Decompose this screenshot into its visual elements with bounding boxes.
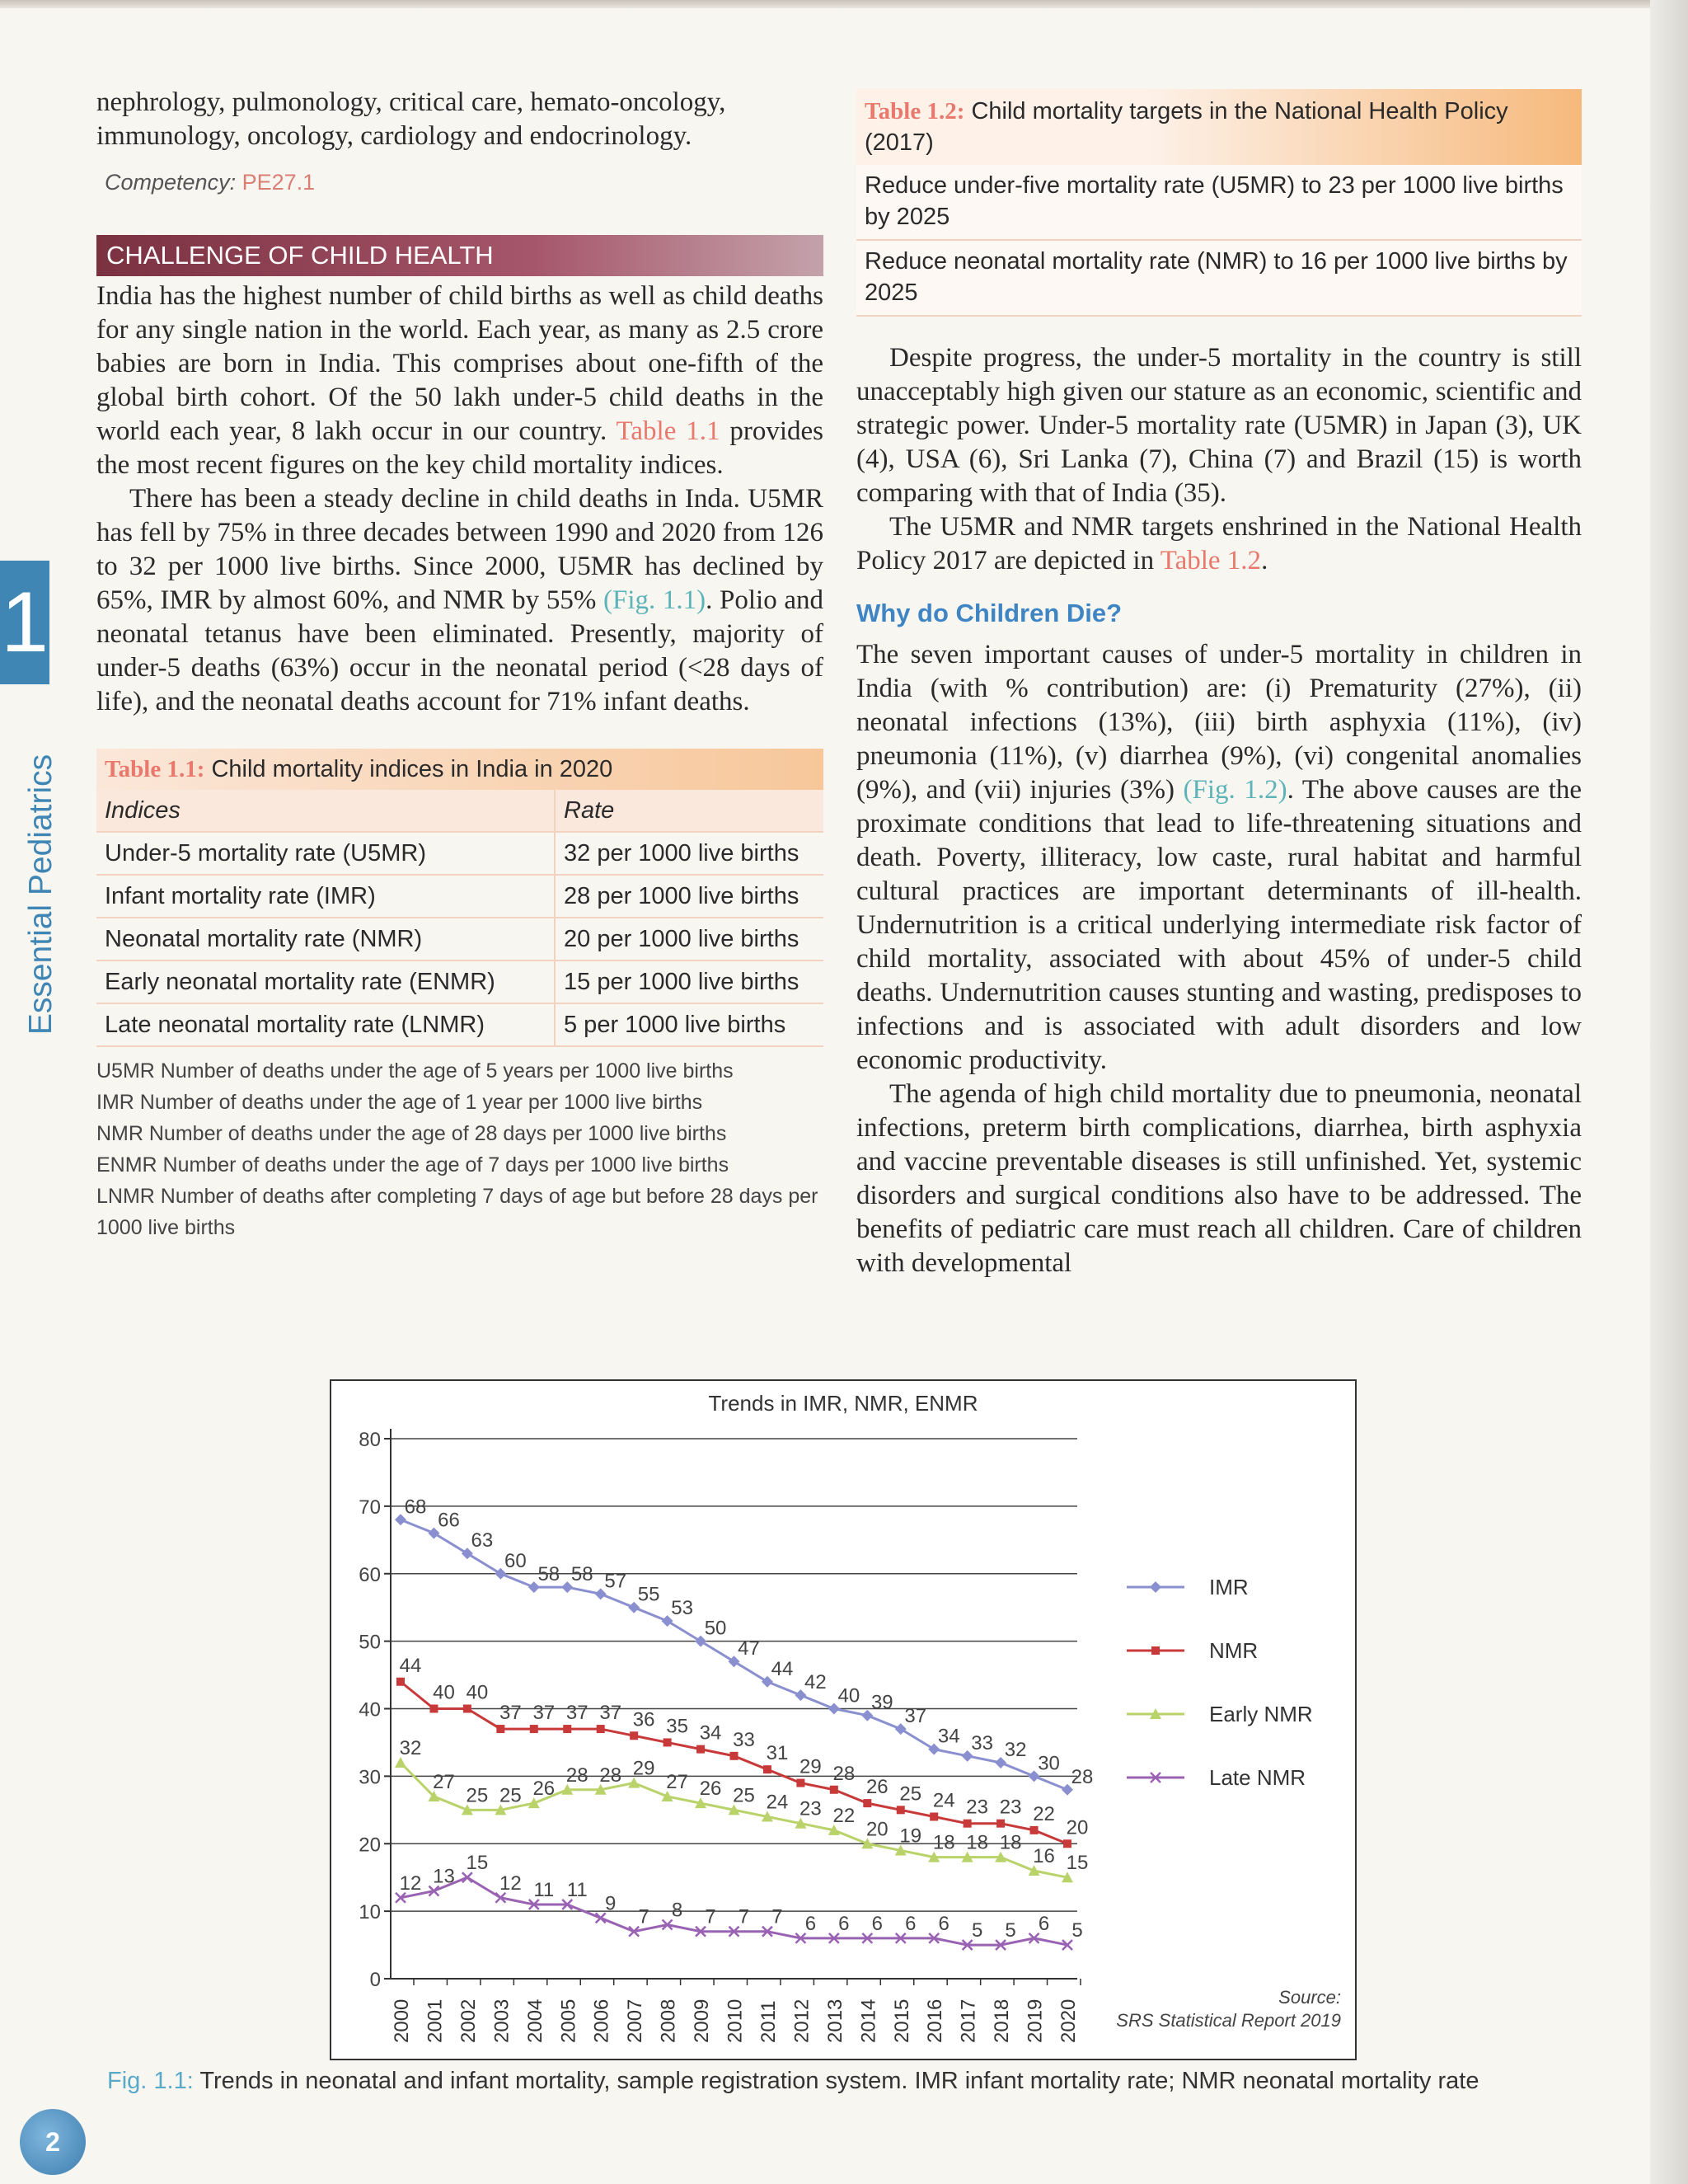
data-label: 23	[799, 1797, 822, 1820]
table-reference-link[interactable]: Table 1.2	[1160, 546, 1262, 575]
data-label: 25	[499, 1784, 522, 1807]
data-label: 31	[766, 1742, 789, 1765]
y-tick-label: 60	[359, 1563, 381, 1586]
book-title-vertical: Essential Pediatrics	[23, 754, 59, 1036]
data-label: 18	[966, 1831, 989, 1854]
data-label: 35	[666, 1715, 688, 1738]
table-notes	[96, 1055, 823, 1243]
table-row	[96, 875, 823, 918]
data-label: 37	[904, 1705, 927, 1728]
left-column	[96, 86, 823, 1243]
data-label: 22	[832, 1804, 856, 1827]
data-label: 34	[699, 1721, 722, 1745]
table-reference-link[interactable]: Table 1.1	[616, 416, 720, 446]
table-header-row	[96, 790, 823, 832]
competency-code: PE27.1	[241, 170, 316, 195]
x-tick-label: 2011	[757, 2000, 780, 2043]
table-row	[96, 1003, 823, 1046]
data-label: 19	[899, 1825, 922, 1848]
x-tick-label: 2000	[391, 1998, 413, 2043]
data-label: 58	[570, 1563, 593, 1586]
table-1-1	[96, 749, 823, 1243]
data-label: 28	[599, 1764, 622, 1787]
data-label: 6	[804, 1912, 817, 1935]
data-point	[964, 1820, 972, 1828]
paragraph	[96, 482, 823, 719]
data-label: 40	[433, 1681, 455, 1704]
data-label: 63	[471, 1529, 494, 1552]
table-cell: Under-5 mortality rate (U5MR)	[96, 832, 555, 875]
data-label: 26	[699, 1778, 722, 1801]
table-row	[96, 918, 823, 960]
data-label: 33	[971, 1731, 994, 1754]
data-point	[496, 1725, 504, 1733]
table-note: ENMR Number of deaths under the age of 7 days per 1000 live births	[96, 1153, 729, 1177]
data-label: 7	[638, 1905, 649, 1928]
table-label: Table 1.2:	[865, 98, 965, 124]
top-rule	[0, 0, 1688, 8]
data-label: 8	[671, 1899, 683, 1922]
table-cell: 32 per 1000 live births	[555, 832, 823, 875]
y-tick-label: 70	[359, 1496, 381, 1519]
paragraph	[96, 279, 823, 482]
table-cell: Infant mortality rate (IMR)	[96, 875, 555, 918]
data-label: 32	[1004, 1739, 1027, 1761]
y-tick-label: 20	[359, 1834, 381, 1857]
legend-label: IMR	[1209, 1575, 1249, 1599]
data-label: 40	[466, 1681, 489, 1704]
data-label: 16	[1033, 1845, 1055, 1867]
data-point	[830, 1786, 838, 1794]
table-label: Table 1.1:	[105, 756, 205, 782]
data-label: 58	[537, 1563, 560, 1586]
table-title: Child mortality targets in the National Health Policy (2017)	[865, 98, 1508, 156]
page-number: 2	[20, 2109, 86, 2175]
x-tick-label: 2015	[890, 1998, 913, 2043]
x-tick-label: 2005	[557, 1998, 580, 2043]
table-caption	[856, 89, 1582, 165]
paragraph-text: The U5MR and NMR targets enshrined in the National Health Policy 2017 are depicted in	[856, 512, 1582, 575]
data-point	[429, 1705, 438, 1713]
paragraph-text: .	[1261, 546, 1268, 575]
data-point	[996, 1820, 1005, 1828]
data-label: 36	[632, 1708, 655, 1731]
data-label: 25	[899, 1782, 922, 1806]
x-tick-label: 2001	[424, 1998, 447, 2043]
section-heading: CHALLENGE OF CHILD HEALTH	[96, 235, 823, 276]
data-label: 37	[499, 1702, 522, 1725]
data-point	[696, 1745, 705, 1754]
data-label: 22	[1033, 1802, 1055, 1825]
data-label: 53	[671, 1597, 693, 1620]
table-cell: 28 per 1000 live births	[555, 875, 823, 918]
table-cell: 15 per 1000 live births	[555, 960, 823, 1003]
data-label: 37	[565, 1702, 588, 1725]
data-label: 34	[937, 1725, 960, 1748]
data-point	[663, 1738, 672, 1746]
data-point	[1030, 1826, 1039, 1834]
competency-line	[105, 170, 823, 195]
figure-1-1-chart	[330, 1379, 1357, 2060]
y-tick-label: 30	[359, 1766, 381, 1789]
x-tick-label: 2004	[523, 1998, 546, 2043]
data-point	[897, 1806, 905, 1814]
section-body	[96, 279, 823, 719]
data-label: 29	[799, 1755, 822, 1778]
data-label: 28	[1071, 1765, 1094, 1788]
data-label: 12	[399, 1872, 422, 1895]
data-label: 44	[399, 1654, 422, 1677]
right-column	[856, 89, 1582, 1280]
x-tick-label: 2016	[924, 1998, 947, 2043]
table-row	[96, 960, 823, 1003]
figure-caption	[107, 2068, 1591, 2095]
data-label: 6	[905, 1912, 917, 1935]
paragraph-text: . The above causes are the proximate conditions that lead to life-threatening situations and death. Poverty, illiteracy, low caste, rural habitat and harmful cultural practices are important determinants of ill-health. Undernutrition is a critical underlying intermediate risk factor of child mortality, associated with about 45% of under-5 child deaths. Undernutrition causes stunting and wasting, predisposes to infections and is associated with adult disorders and low economic productivity.	[856, 775, 1582, 1075]
intro-text: nephrology, pulmonology, critical care, hemato-oncology, immunology, oncology, cardiology and endocrinology.	[96, 87, 726, 151]
table-row: Reduce neonatal mortality rate (NMR) to 16 per 1000 live births by 2025	[856, 241, 1582, 317]
data-point	[597, 1725, 605, 1733]
y-tick-label: 80	[359, 1429, 381, 1451]
y-tick-label: 40	[359, 1698, 381, 1721]
x-tick-label: 2017	[957, 1998, 980, 2043]
table-note: IMR Number of deaths under the age of 1 year per 1000 live births	[96, 1091, 703, 1114]
x-tick-label: 2003	[490, 1998, 513, 2043]
legend-marker	[1150, 1581, 1161, 1593]
table-title: Child mortality indices in India in 2020	[211, 756, 613, 782]
data-label: 57	[604, 1570, 627, 1593]
chapter-number-tab: 1	[0, 561, 49, 684]
line-chart	[331, 1381, 1355, 2059]
data-label: 18	[932, 1831, 955, 1854]
table-caption	[96, 749, 823, 790]
table-header-cell: Rate	[555, 790, 823, 832]
data-label: 18	[999, 1831, 1022, 1854]
paragraph	[856, 638, 1582, 1078]
paragraph: The agenda of high child mortality due to pneumonia, neonatal infections, preterm birth complications, diarrhea, birth asphyxia and vaccine preventable diseases is still unfinished. Yet, systemic disorders and surgical conditions also have to be addressed. The benefits of pediatric care must reach all children. Care of children with developmental	[856, 1079, 1582, 1278]
data-point	[563, 1725, 571, 1733]
paragraph-text: . Polio and neonatal tetanus have been eliminated. Presently, majority of under-5 deaths (63%) occur in the neonatal period (<28 days of life), and the neonatal deaths account for 71% infant deaths.	[96, 585, 824, 716]
x-tick-label: 2014	[857, 1998, 880, 2043]
table-cell: Early neonatal mortality rate (ENMR)	[96, 960, 555, 1003]
x-tick-label: 2007	[624, 1998, 647, 2043]
subheading: Why do Children Die?	[856, 599, 1123, 627]
intro-continuation	[96, 86, 823, 153]
data-label: 7	[771, 1905, 783, 1928]
table-note: NMR Number of deaths under the age of 28 days per 1000 live births	[96, 1122, 727, 1145]
data-label: 50	[704, 1617, 727, 1640]
data-label: 24	[932, 1789, 955, 1812]
data-label: 33	[733, 1728, 755, 1751]
data-label: 40	[837, 1684, 860, 1707]
table-cell: Neonatal mortality rate (NMR)	[96, 918, 555, 960]
data-label: 39	[870, 1691, 893, 1714]
source-label: Source:	[1278, 1987, 1341, 2008]
legend-marker	[1151, 1646, 1160, 1655]
paragraph-text: provides the most recent figures on the key child mortality indices.	[96, 416, 824, 480]
x-tick-label: 2002	[457, 1998, 480, 2043]
paragraph: Despite progress, the under-5 mortality in the country is still unacceptably high given our stature as an economic, scientific and strategic power. Under-5 mortality rate (U5MR) in Japan (3), UK (4), USA (6), Sri Lanka (7), China (7) and Brazil (15) is worth comparing with that of India (35).	[856, 343, 1582, 508]
data-label: 7	[705, 1905, 716, 1928]
data-point	[463, 1705, 471, 1713]
data-label: 5	[1005, 1919, 1016, 1942]
table-cell: 5 per 1000 live births	[555, 1003, 823, 1046]
x-tick-label: 2019	[1024, 1998, 1047, 2043]
legend-label: NMR	[1209, 1638, 1259, 1663]
data-label: 28	[832, 1762, 856, 1785]
x-tick-label: 2020	[1057, 1998, 1080, 2043]
data-label: 29	[632, 1757, 655, 1780]
table-cell: Late neonatal mortality rate (LNMR)	[96, 1003, 555, 1046]
data-point	[1063, 1839, 1071, 1848]
data-label: 12	[499, 1872, 522, 1895]
data-label: 9	[605, 1892, 617, 1915]
data-label: 37	[532, 1702, 556, 1725]
data-point	[796, 1779, 804, 1787]
data-label: 20	[865, 1818, 889, 1841]
data-label: 7	[738, 1905, 750, 1928]
table-note: LNMR Number of deaths after completing 7 days of age but before 28 days per 1000 live births	[96, 1185, 818, 1239]
data-label: 15	[1066, 1852, 1089, 1875]
data-label: 5	[1071, 1919, 1083, 1942]
data-label: 47	[738, 1637, 760, 1660]
figure-caption-text: Trends in neonatal and infant mortality, sample registration system. IMR infant mortality rate; NMR neonatal mortality rate	[199, 2068, 1479, 2094]
data-label: 60	[504, 1549, 527, 1572]
table-header-cell: Indices	[96, 790, 555, 832]
data-label: 11	[533, 1878, 555, 1901]
y-tick-label: 0	[369, 1969, 381, 1991]
data-label: 23	[999, 1796, 1022, 1819]
data-point	[630, 1731, 638, 1740]
data-label: 27	[433, 1770, 455, 1793]
x-tick-label: 2018	[991, 1998, 1014, 2043]
data-label: 32	[399, 1737, 422, 1759]
data-label: 6	[871, 1912, 883, 1935]
data-point	[730, 1752, 738, 1760]
legend-label: Early NMR	[1209, 1702, 1313, 1726]
data-label: 23	[966, 1796, 989, 1819]
table-1-2	[856, 89, 1582, 317]
y-tick-label: 50	[359, 1631, 381, 1654]
x-tick-label: 2006	[590, 1998, 613, 2043]
source-text: SRS Statistical Report 2019	[1116, 2010, 1341, 2031]
data-label: 15	[466, 1852, 489, 1875]
figure-reference-link[interactable]: (Fig. 1.2)	[1183, 775, 1287, 805]
data-label: 25	[466, 1784, 489, 1807]
data-point	[863, 1799, 871, 1807]
data-label: 68	[404, 1496, 427, 1519]
data-label: 6	[1038, 1912, 1050, 1935]
data-label: 42	[804, 1671, 827, 1694]
data-label: 55	[637, 1583, 660, 1606]
data-point	[763, 1765, 771, 1773]
data-label: 26	[532, 1778, 556, 1801]
table-note: U5MR Number of deaths under the age of 5 years per 1000 live births	[96, 1059, 734, 1083]
data-point	[396, 1678, 405, 1686]
page-edge-shadow	[1650, 0, 1688, 2184]
paragraph-text: There has been a steady decline in child deaths in Inda. U5MR has fell by 75% in three decades between 1990 and 2020 from 126 to 32 per 1000 live births. Since 2000, U5MR has declined by 65%, IMR by almost 60%, and NMR by 55%	[96, 484, 823, 615]
figure-label: Fig. 1.1:	[107, 2068, 194, 2094]
paragraph	[856, 510, 1582, 578]
chart-title: Trends in IMR, NMR, ENMR	[708, 1391, 978, 1416]
data-label: 20	[1066, 1816, 1089, 1839]
paragraph-text: The seven important causes of under-5 mortality in children in India (with % contribution) are: (i) Prematurity (27%), (ii) neonatal infections (13%), (iii) birth asphyxia (11%), (iv) pneumonia (11%), (v) diarrhea (9%), (vi) congenital anomalies (9%), and (vii) injuries (3%)	[856, 640, 1582, 805]
x-tick-label: 2009	[691, 1998, 714, 2043]
mortality-table	[96, 790, 823, 1047]
figure-reference-link[interactable]: (Fig. 1.1)	[603, 585, 706, 615]
table-row: Reduce under-five mortality rate (U5MR) to 23 per 1000 live births by 2025	[856, 165, 1582, 241]
data-label: 24	[766, 1791, 789, 1814]
data-label: 66	[438, 1509, 460, 1532]
data-label: 27	[666, 1770, 688, 1793]
data-label: 26	[865, 1776, 889, 1799]
x-tick-label: 2013	[823, 1998, 846, 2043]
data-label: 6	[938, 1912, 950, 1935]
y-tick-label: 10	[359, 1901, 381, 1924]
data-label: 30	[1038, 1752, 1060, 1775]
x-tick-label: 2010	[724, 1998, 747, 2043]
data-label: 5	[971, 1919, 983, 1942]
x-tick-label: 2012	[790, 1998, 814, 2043]
data-label: 25	[733, 1784, 755, 1807]
paragraph-text: India has the highest number of child births as well as child deaths for any single nation in the world. Each year, as many as 2.5 crore babies are born in India. This comprises about one-fifth of the global birth cohort. Of the 50 lakh under-5 child deaths in the world each year, 8 lakh occur in our country.	[96, 281, 823, 446]
table-cell: 20 per 1000 live births	[555, 918, 823, 960]
right-body	[856, 341, 1582, 1280]
x-tick-label: 2008	[657, 1998, 680, 2043]
data-label: 6	[838, 1912, 850, 1935]
data-point	[530, 1725, 538, 1733]
legend-label: Late NMR	[1209, 1765, 1306, 1790]
data-label: 11	[566, 1878, 588, 1901]
table-row	[96, 832, 823, 875]
data-label: 28	[565, 1764, 588, 1787]
data-label: 44	[771, 1657, 794, 1680]
data-point	[930, 1813, 938, 1821]
data-label: 37	[599, 1702, 622, 1725]
competency-label: Competency:	[105, 170, 237, 195]
data-label: 13	[433, 1865, 455, 1888]
